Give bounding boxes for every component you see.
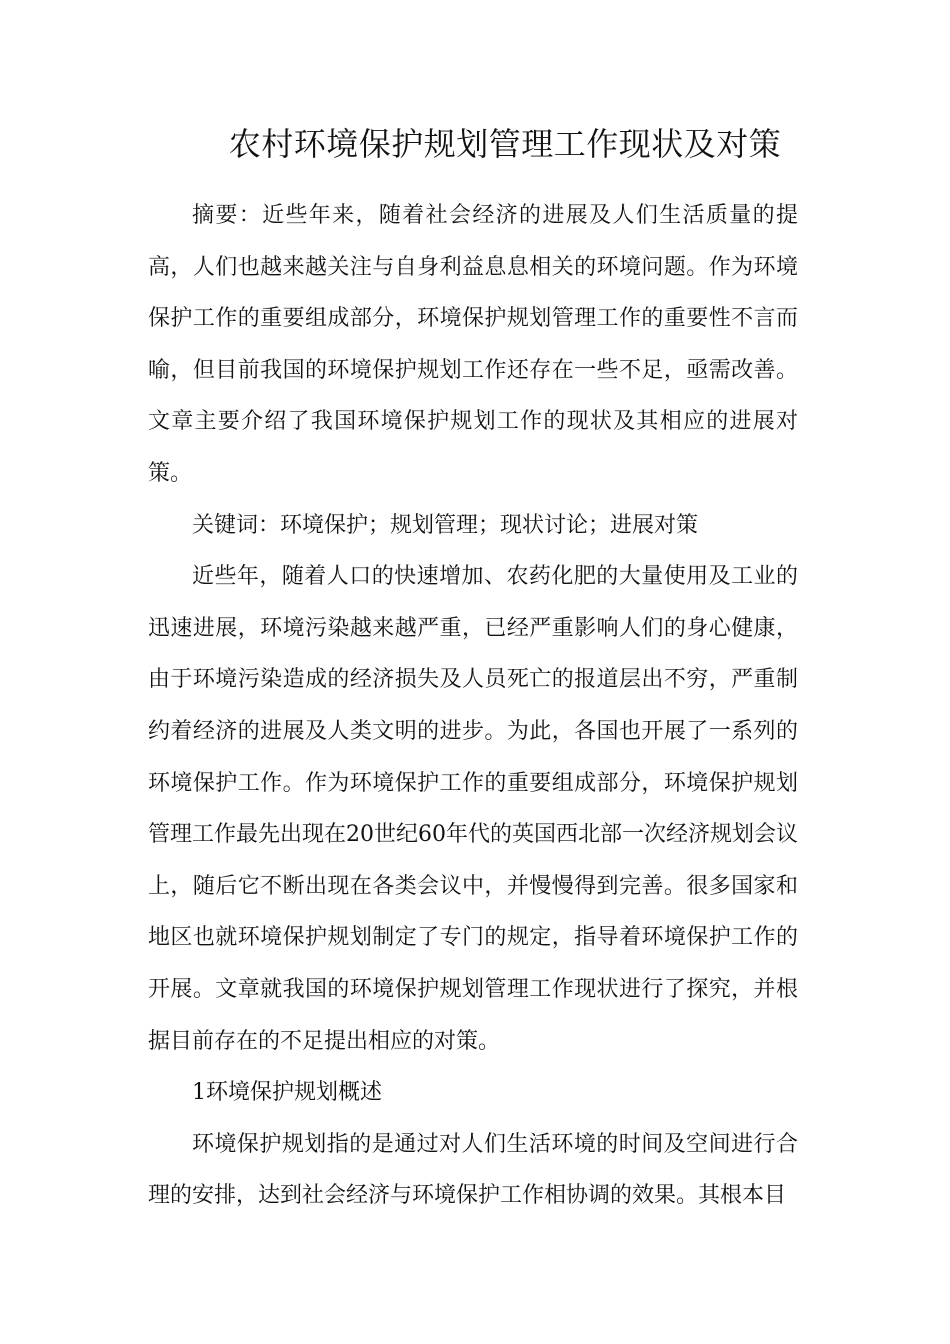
abstract-paragraph: 摘要：近些年来，随着社会经济的进展及人们生活质量的提高，人们也越来越关注与自身利益息息相关的环境问题。作为环境保护工作的重要组成部分，环境保护规划管理工作的重要性不言而喻，但目前我国的环境保护规划工作还存在一些不足，亟需改善。文章主要介绍了我国环境保护规划工作的现状及其相应的进展对策。: [148, 203, 798, 486]
document-body: [148, 190, 798, 1222]
section-heading: 1环境保护规划概述: [192, 1080, 382, 1106]
document-title: 农村环境保护规划管理工作现状及对策: [228, 125, 782, 163]
keywords-paragraph: 关键词：环境保护；规划管理；现状讨论；进展对策: [192, 512, 699, 538]
intro-paragraph: 近些年，随着人口的快速增加、农药化肥的大量使用及工业的迅速进展，环境污染越来越严重，已经严重影响人们的身心健康，由于环境污染造成的经济损失及人员死亡的报道层出不穷，严重制约着经济的进展及人类文明的进步。为此，各国也开展了一系列的环境保护工作。作为环境保护工作的重要组成部分，环境保护规划管理工作最先出现在20世纪60年代的英国西北部一次经济规划会议上，随后它不断出现在各类会议中，并慢慢得到完善。很多国家和地区也就环境保护规划制定了专门的规定，指导着环境保护工作的开展。文章就我国的环境保护规划管理工作现状进行了探究，并根据目前存在的不足提出相应的对策。: [148, 564, 798, 1054]
section-paragraph: 环境保护规划指的是通过对人们生活环境的时间及空间进行合理的安排，达到社会经济与环境保护工作相协调的效果。其根本目: [148, 1131, 798, 1209]
